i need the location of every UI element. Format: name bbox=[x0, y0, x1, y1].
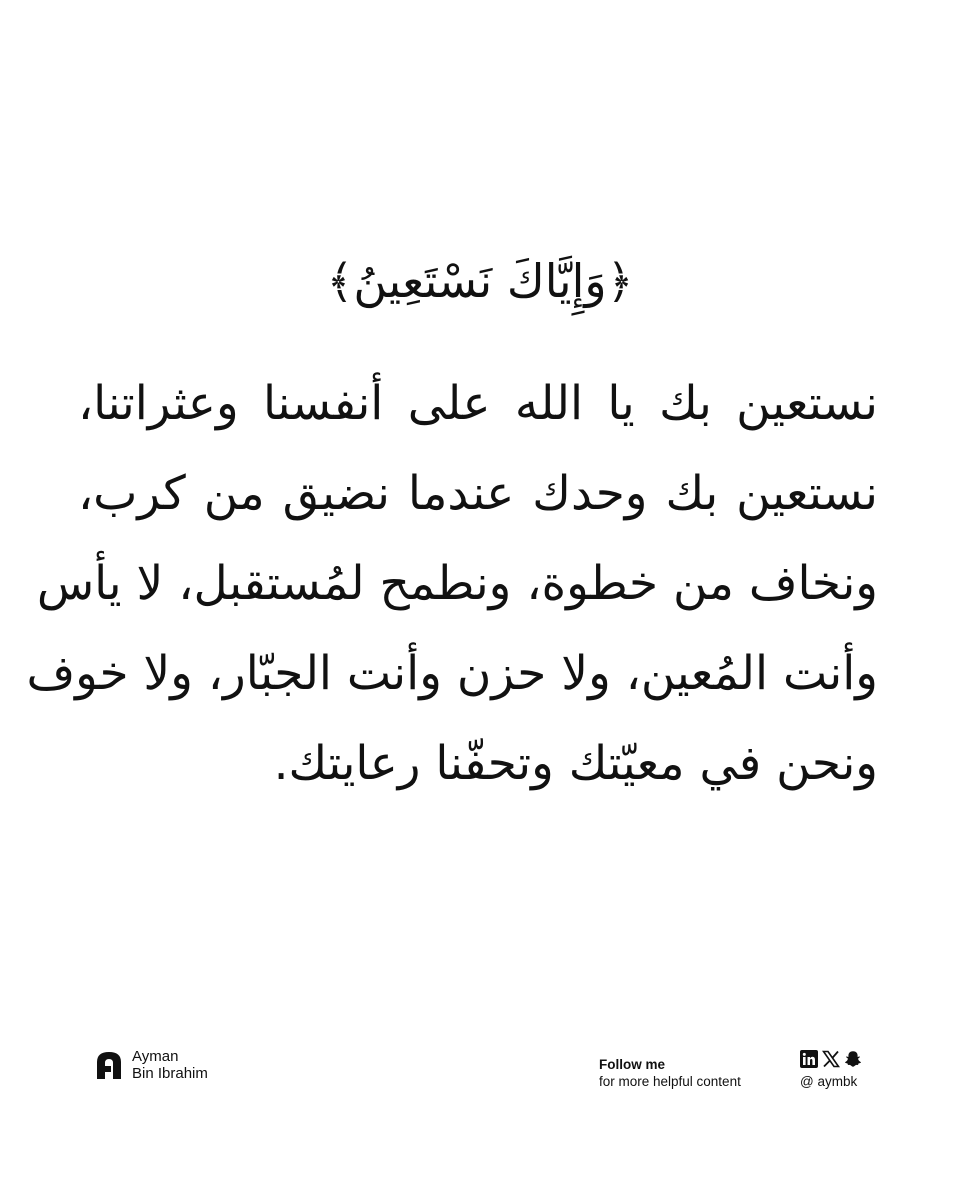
body-line: ونخاف من خطوة، ونطمح لمُستقبل، لا يأس bbox=[36, 556, 878, 611]
snapchat-icon[interactable] bbox=[844, 1050, 862, 1068]
social-links bbox=[800, 1049, 862, 1091]
x-icon[interactable] bbox=[822, 1050, 840, 1068]
body-line: نستعين بك وحدك عندما نضيق من كرب، bbox=[78, 466, 878, 521]
linkedin-icon[interactable] bbox=[800, 1050, 818, 1068]
brand-logo-icon bbox=[94, 1048, 124, 1082]
follow-subtitle: for more helpful content bbox=[599, 1074, 741, 1089]
body-paragraph bbox=[26, 376, 878, 830]
body-line: ونحن في معيّتك وتحفّنا رعايتك. bbox=[273, 736, 878, 791]
follow-title: Follow me bbox=[599, 1057, 666, 1072]
follow-callout bbox=[599, 1056, 741, 1091]
social-handle[interactable]: @ aymbk bbox=[800, 1074, 858, 1089]
brand-name-first: Ayman bbox=[132, 1048, 179, 1065]
brand-name-last: Bin Ibrahim bbox=[132, 1065, 208, 1082]
quran-verse-heading: ﴿وَإِيَّاكَ نَسْتَعِينُ﴾ bbox=[326, 254, 634, 308]
body-line: نستعين بك يا الله على أنفسنا وعثراتنا، bbox=[78, 376, 878, 431]
body-line: وأنت المُعين، ولا حزن وأنت الجبّار، ولا خوف bbox=[26, 646, 878, 701]
author-brand bbox=[94, 1048, 208, 1082]
